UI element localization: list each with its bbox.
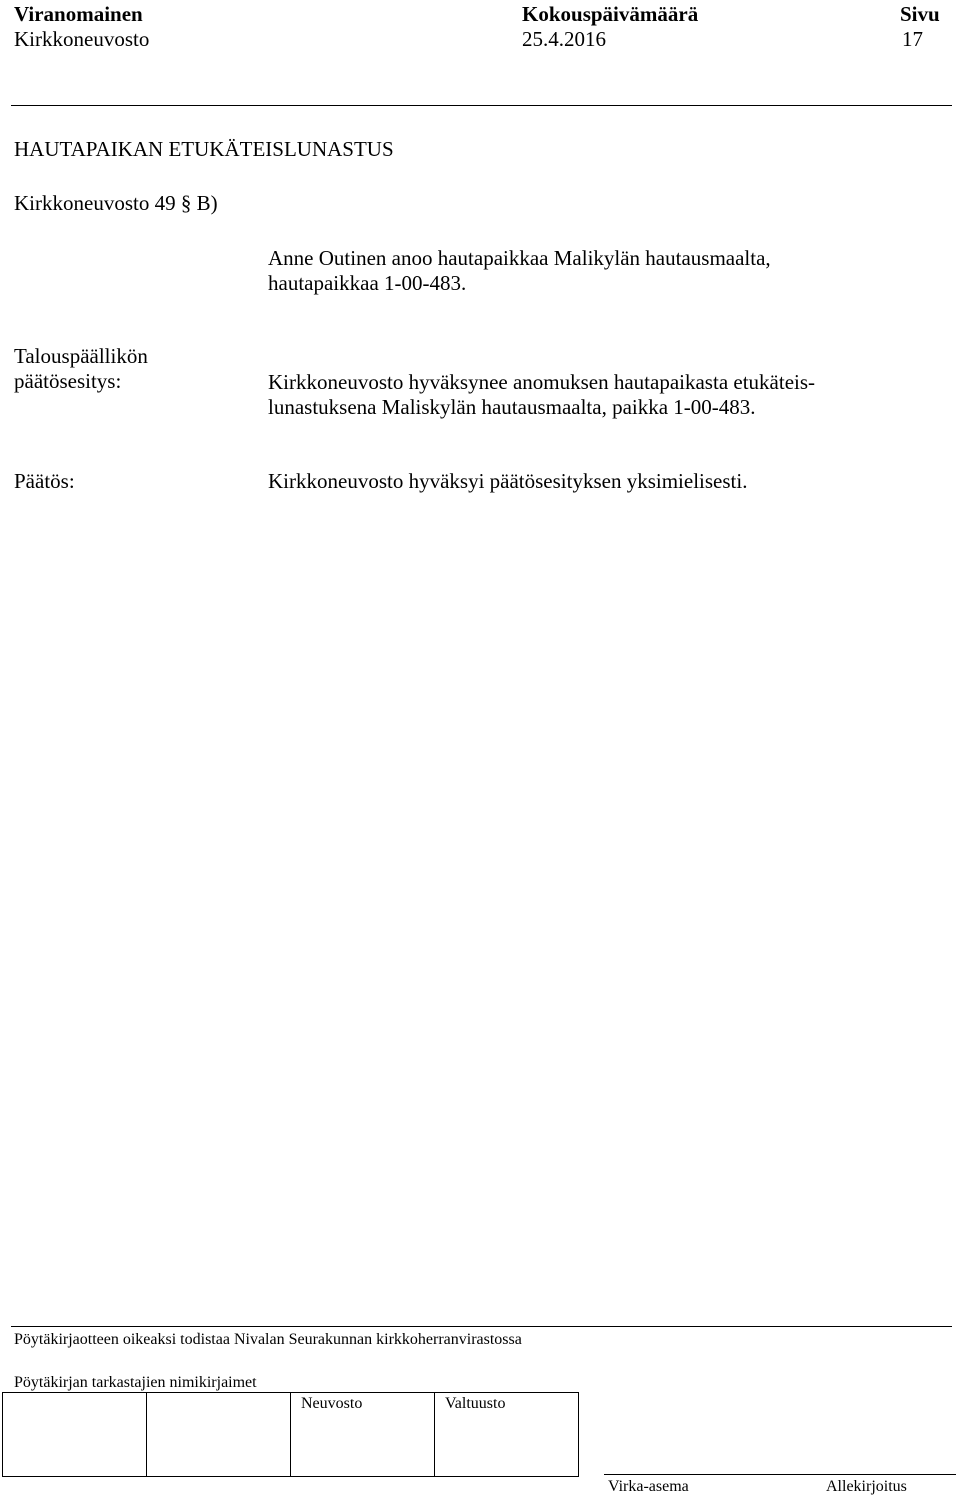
proposal-text-line-1: Kirkkoneuvosto hyväksynee anomuksen hautapaikasta etukäteis- [268, 370, 816, 394]
signature-line [604, 1474, 956, 1475]
proposal-text-line-2: lunastuksena Maliskylän hautausmaalta, paikka 1-00-483. [268, 395, 756, 419]
date-value: 25.4.2016 [522, 27, 606, 51]
proposal-label-line-1: Talouspäällikön [14, 344, 148, 368]
footer-divider [11, 1326, 952, 1327]
authority-value: Kirkkoneuvosto [14, 27, 150, 51]
council-label: Neuvosto [301, 1395, 363, 1412]
item-title: HAUTAPAIKAN ETUKÄTEISLUNASTUS [14, 137, 394, 161]
page-label: Sivu [900, 2, 940, 26]
assembly-cell [435, 1393, 579, 1477]
council-cell [291, 1393, 435, 1477]
description-line-2: hautapaikkaa 1-00-483. [268, 271, 467, 295]
initials-cell-2 [147, 1393, 291, 1477]
position-label: Virka-asema [608, 1478, 689, 1495]
signature-label: Allekirjoitus [826, 1478, 907, 1495]
date-label: Kokouspäivämäärä [522, 2, 699, 26]
page-number: 17 [902, 27, 923, 51]
decision-text: Kirkkoneuvosto hyväksyi päätösesityksen yksimielisesti. [268, 469, 748, 493]
authority-label: Viranomainen [14, 2, 143, 26]
assembly-label: Valtuusto [445, 1395, 506, 1412]
decision-label: Päätös: [14, 469, 75, 493]
initials-cell-1 [3, 1393, 147, 1477]
initials-table [2, 1392, 579, 1477]
certification-text: Pöytäkirjaotteen oikeaksi todistaa Nivalan Seurakunnan kirkkoherranvirastossa [14, 1331, 522, 1348]
description-line-1: Anne Outinen anoo hautapaikkaa Malikylän hautausmaalta, [268, 246, 771, 270]
header-divider [11, 105, 952, 106]
item-reference: Kirkkoneuvosto 49 § B) [14, 191, 218, 215]
initials-label: Pöytäkirjan tarkastajien nimikirjaimet [14, 1374, 257, 1391]
proposal-label-line-2: päätösesitys: [14, 369, 122, 393]
